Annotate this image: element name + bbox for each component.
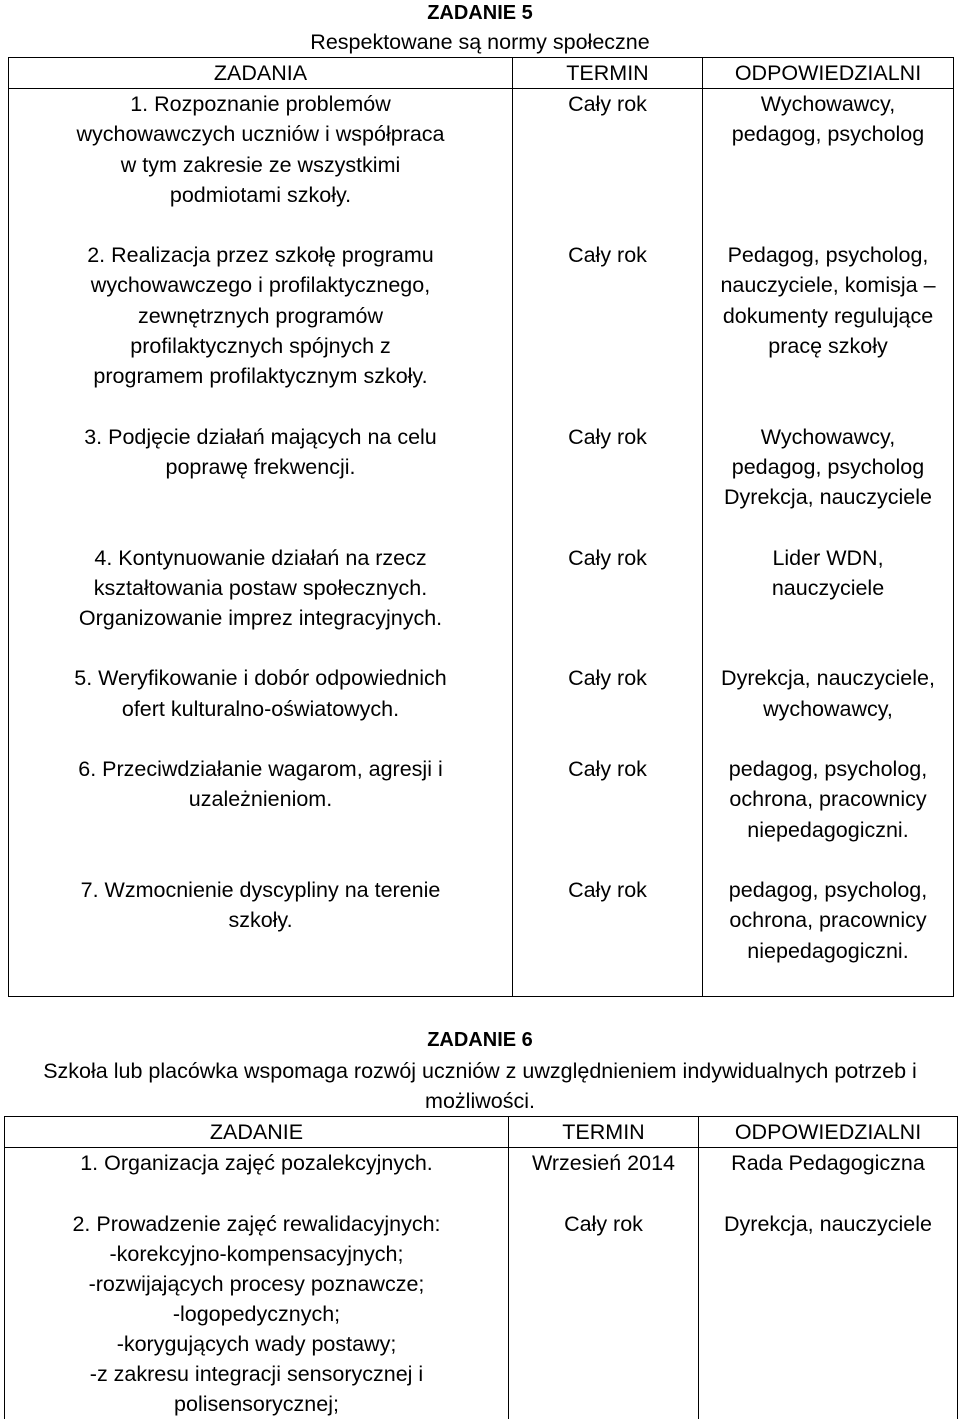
task-line: 1. Organizacja zajęć pozalekcyjnych. [80,1151,433,1175]
task-cell [9,754,513,875]
responsible-cell [699,1148,958,1210]
task-cell [9,422,513,543]
term-cell [513,422,703,543]
section-subtitle-zadanie-5 [0,27,960,57]
term-line: Cały rok [568,424,647,449]
responsible-cell [703,754,954,875]
responsible-line: Dyrekcja, nauczyciele [724,1212,932,1236]
responsible-line: wychowawcy, [763,696,893,721]
term-line: Cały rok [568,243,647,268]
responsible-line: nauczyciele, komisja – [720,273,936,298]
task-line: profilaktycznych spójnych z [130,334,391,359]
column-header-responsible: ODPOWIEDZIALNI [699,1117,958,1148]
task-line: 7. Wzmocnienie dyscypliny na terenie [80,877,441,902]
term-line: Cały rok [568,92,647,116]
term-cell [509,1148,699,1210]
column-header-term: TERMIN [513,58,703,89]
responsible-line: pracę szkoły [768,334,888,359]
task-line: wychowawczych uczniów i współpraca [76,122,445,147]
task-line: programem profilaktycznym szkoły. [93,364,428,389]
task-table-zadanie-5 [8,57,954,997]
term-cell [513,89,703,241]
subtitle-line: Respektowane są normy społeczne [310,30,650,54]
task-line: podmiotami szkoły. [169,182,352,207]
task-cell [9,663,513,754]
task-line: zewnętrznych programów [138,303,383,328]
task-line: w tym zakresie ze wszystkimi [120,152,401,177]
task-cell [9,89,513,241]
column-header-responsible: ODPOWIEDZIALNI [703,58,954,89]
responsible-cell [699,1209,958,1419]
term-cell [513,663,703,754]
table-row [5,1209,958,1419]
task-line: polisensorycznej; [174,1392,339,1416]
responsible-line: dokumenty regulujące [722,303,934,328]
responsible-line: pedagog, psycholog [731,454,925,479]
term-line: Cały rok [568,877,647,902]
column-header-task: ZADANIE [5,1117,509,1148]
task-line: -korygujących wady postawy; [116,1332,397,1356]
section-subtitle-zadanie-6 [0,1056,960,1116]
table-header-row [5,1117,958,1148]
task-line: 6. Przeciwdziałanie wagarom, agresji i [78,757,443,782]
term-line: Cały rok [568,757,647,782]
responsible-cell [703,422,954,543]
task-line: szkoły. [228,908,293,933]
responsible-line: Pedagog, psycholog, [727,243,929,268]
task-cell [5,1209,509,1419]
responsible-cell [703,875,954,996]
responsible-line: ochrona, pracownicy [729,908,927,933]
responsible-cell [703,663,954,754]
term-cell [509,1209,699,1419]
task-line: wychowawczego i profilaktycznego, [90,273,431,298]
task-line: 5. Weryfikowanie i dobór odpowiednich [74,666,447,691]
responsible-line: pedagog, psycholog, [728,877,928,902]
term-line: Wrzesień 2014 [531,1151,675,1175]
task-cell [9,240,513,421]
task-line: -z zakresu integracji sensorycznej i [89,1362,424,1386]
task-line: 1. Rozpoznanie problemów [130,92,391,116]
responsible-line: Rada Pedagogiczna [731,1151,925,1175]
task-line: poprawę frekwencji. [165,454,356,479]
term-line: Cały rok [564,1212,643,1236]
task-line: 2. Realizacja przez szkołę programu [87,243,434,268]
task-cell [9,875,513,996]
responsible-line: Wychowawcy, [760,424,896,449]
responsible-line: nauczyciele [771,575,885,600]
task-line: -logopedycznych; [172,1302,341,1326]
task-line: ofert kulturalno-oświatowych. [121,696,400,721]
responsible-cell [703,543,954,664]
task-table-zadanie-6 [4,1116,958,1419]
task-line: 4. Kontynuowanie działań na rzecz [94,545,427,570]
task-line: 3. Podjęcie działań mających na celu [84,424,437,449]
responsible-line: niepedagogiczni. [747,817,909,842]
column-header-task: ZADANIA [9,58,513,89]
responsible-line: pedagog, psycholog [731,122,925,147]
subtitle-line: możliwości. [425,1089,535,1113]
term-cell [513,240,703,421]
term-cell [513,875,703,996]
task-line: uzależnieniom. [188,787,333,812]
responsible-cell [703,89,954,241]
task-cell [5,1148,509,1210]
responsible-cell [703,240,954,421]
table-row [9,543,954,664]
term-cell [513,543,703,664]
responsible-line: niepedagogiczni. [747,938,909,963]
table-row [9,754,954,875]
responsible-line: Wychowawcy, [760,92,896,116]
table-row [9,89,954,241]
column-header-term: TERMIN [509,1117,699,1148]
task-line: kształtowania postaw społecznych. [93,575,428,600]
responsible-line: pedagog, psycholog, [728,757,928,782]
task-cell [9,543,513,664]
section-title-zadanie-5: ZADANIE 5 [427,2,533,24]
task-line: Organizowanie imprez integracyjnych. [78,606,443,631]
task-line: -korekcyjno-kompensacyjnych; [109,1242,404,1266]
subtitle-line: Szkoła lub placówka wspomaga rozwój uczniów z uwzględnieniem indywidualnych potrzeb i [43,1059,917,1083]
responsible-line: Lider WDN, [772,545,884,570]
table-row [9,422,954,543]
task-line: 2. Prowadzenie zajęć rewalidacyjnych: [72,1212,441,1236]
task-line: -rozwijających procesy poznawcze; [88,1272,425,1296]
table-row [9,240,954,421]
responsible-line: Dyrekcja, nauczyciele, [721,666,935,691]
term-cell [513,754,703,875]
responsible-line: ochrona, pracownicy [729,787,927,812]
section-title-zadanie-6: ZADANIE 6 [427,1029,533,1051]
responsible-line: Dyrekcja, nauczyciele [724,485,932,510]
table-header-row [9,58,954,89]
table-row [5,1148,958,1210]
table-row [9,663,954,754]
term-line: Cały rok [568,545,647,570]
term-line: Cały rok [568,666,647,691]
table-row [9,875,954,996]
